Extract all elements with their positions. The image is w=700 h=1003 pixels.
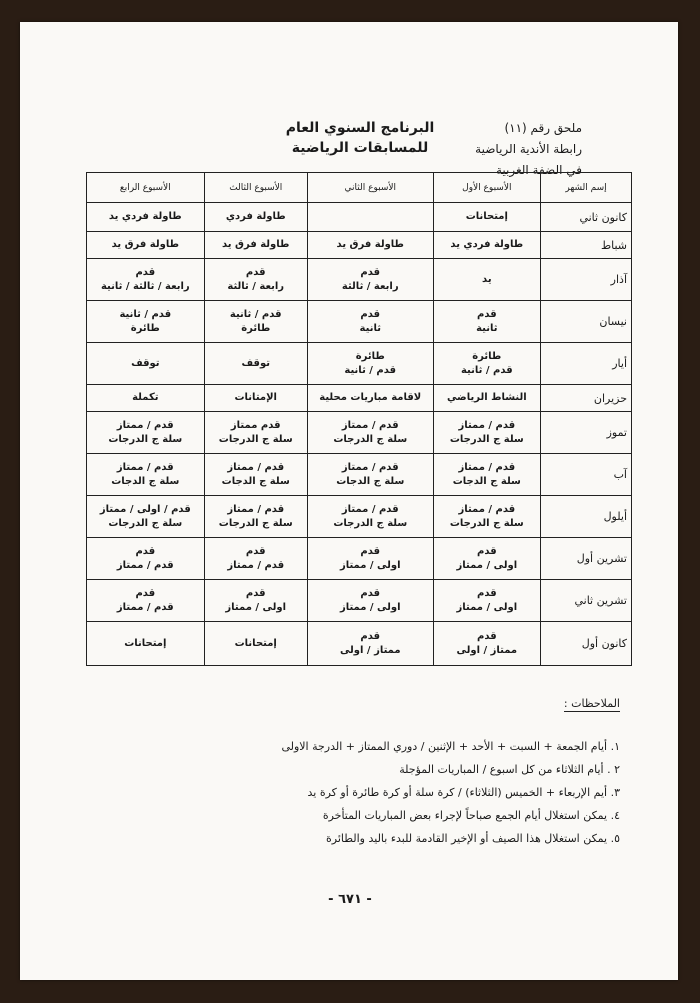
week-1-cell: قدم اولى / ممتاز	[433, 538, 540, 580]
header-week-2: الأسبوع الثاني	[307, 173, 433, 203]
month-cell: نيسان	[541, 301, 632, 343]
table-row	[87, 412, 632, 454]
table-row	[87, 454, 632, 496]
week-2-cell: قدم / ممتاز سلة ج الدجات	[307, 454, 433, 496]
table-row	[87, 301, 632, 343]
week-4-cell: تكملة	[87, 385, 205, 412]
table-row	[87, 496, 632, 538]
table-row	[87, 580, 632, 622]
week-4-cell: قدم / اولى / ممتاز سلة ج الدرجات	[87, 496, 205, 538]
month-cell: آذار	[541, 259, 632, 301]
month-cell: تموز	[541, 412, 632, 454]
table-row	[87, 203, 632, 232]
week-4-cell: قدم / ثانية طائرة	[87, 301, 205, 343]
notes-title: الملاحظات :	[563, 697, 620, 710]
week-2-cell: قدم / ممتاز سلة ج الدرجات	[307, 412, 433, 454]
month-cell: تشرين أول	[541, 538, 632, 580]
week-2-cell: لاقامة مباريات محلية	[307, 385, 433, 412]
week-3-cell: طاولة فرق يد	[204, 232, 307, 259]
week-2-cell: قدم ممتاز / اولى	[307, 622, 433, 666]
page-number: - ٦٧١ -	[328, 892, 372, 907]
week-2-cell: طائرة قدم / ثانية	[307, 343, 433, 385]
week-3-cell: قدم / ثانية طائرة	[204, 301, 307, 343]
table-row	[87, 622, 632, 666]
week-2-cell: طاولة فرق يد	[307, 232, 433, 259]
table-row	[87, 343, 632, 385]
week-4-cell: قدم قدم / ممتاز	[87, 580, 205, 622]
month-cell: أيلول	[541, 496, 632, 538]
week-2-cell: قدم ثانية	[307, 301, 433, 343]
title-line-1: البرنامج السنوي العام	[285, 120, 435, 136]
region-name: في الضفة الغربية	[495, 163, 582, 177]
week-3-cell: قدم رابعة / ثالثة	[204, 259, 307, 301]
week-1-cell: قدم ثانية	[433, 301, 540, 343]
list-item: ١. أيام الجمعة + السبت + الأحد + الإثنين / دوري الممتاز + الدرجة الاولى	[281, 740, 620, 753]
week-3-cell: قدم اولى / ممتاز	[204, 580, 307, 622]
table-row	[87, 232, 632, 259]
month-cell: كانون أول	[541, 622, 632, 666]
header-week-4: الأسبوع الرابع	[87, 173, 205, 203]
week-2-cell	[307, 203, 433, 232]
week-1-cell: قدم / ممتاز سلة ج الدرجات	[433, 496, 540, 538]
week-4-cell: طاولة فردي يد	[87, 203, 205, 232]
week-2-cell: قدم رابعة / ثالثة	[307, 259, 433, 301]
annex-number: ملحق رقم (١١)	[504, 121, 582, 135]
list-item: ٤. يمكن استغلال أيام الجمع صباحاً لإجراء بعض المباريات المتأخرة	[322, 809, 620, 822]
week-1-cell: النشاط الرياضي	[433, 385, 540, 412]
header-month: إسم الشهر	[541, 173, 632, 203]
document-page	[20, 22, 678, 980]
month-cell: حزيران	[541, 385, 632, 412]
week-1-cell: إمتحانات	[433, 203, 540, 232]
week-2-cell: قدم / ممتاز سلة ج الدرجات	[307, 496, 433, 538]
week-1-cell: طائرة قدم / ثانية	[433, 343, 540, 385]
week-3-cell: قدم ممتاز سلة ج الدرجات	[204, 412, 307, 454]
week-3-cell: قدم قدم / ممتاز	[204, 538, 307, 580]
list-item: ٥. يمكن استغلال هذا الصيف أو الإخير القادمة للبدء باليد والطائرة	[326, 832, 620, 845]
month-cell: كانون ثاني	[541, 203, 632, 232]
week-3-cell: توقف	[204, 343, 307, 385]
week-3-cell: إمتحانات	[204, 622, 307, 666]
document-title	[260, 118, 460, 158]
week-4-cell: إمتحانات	[87, 622, 205, 666]
week-1-cell: قدم اولى / ممتاز	[433, 580, 540, 622]
week-3-cell: الإمتانات	[204, 385, 307, 412]
table-row	[87, 259, 632, 301]
week-4-cell: توقف	[87, 343, 205, 385]
week-3-cell: طاولة فردي	[204, 203, 307, 232]
week-2-cell: قدم اولى / ممتاز	[307, 580, 433, 622]
week-1-cell: قدم / ممتاز سلة ج الدجات	[433, 454, 540, 496]
title-line-2: للمسابقات الرياضية	[291, 140, 429, 156]
list-item: ٢ . أيام الثلاثاء من كل اسبوع / المباريات المؤجلة	[399, 763, 620, 776]
week-3-cell: قدم / ممتاز سلة ج الدجات	[204, 454, 307, 496]
week-4-cell: قدم قدم / ممتاز	[87, 538, 205, 580]
month-cell: شباط	[541, 232, 632, 259]
week-1-cell: يد	[433, 259, 540, 301]
list-item: ٣. أيم الإربعاء + الخميس (الثلاثاء) / كرة سلة أو كرة طائرة أو كرة يد	[307, 786, 620, 799]
league-name: رابطة الأندية الرياضية	[475, 142, 582, 156]
month-cell: تشرين ثاني	[541, 580, 632, 622]
header-week-1: الأسبوع الأول	[433, 173, 540, 203]
week-4-cell: طاولة فرق يد	[87, 232, 205, 259]
week-3-cell: قدم / ممتاز سلة ج الدرجات	[204, 496, 307, 538]
week-4-cell: قدم / ممتاز سلة ج الدجات	[87, 454, 205, 496]
week-2-cell: قدم اولى / ممتاز	[307, 538, 433, 580]
week-4-cell: قدم / ممتاز سلة ج الدرجات	[87, 412, 205, 454]
week-1-cell: قدم / ممتاز سلة ج الدرجات	[433, 412, 540, 454]
week-4-cell: قدم رابعة / ثالثة / ثانية	[87, 259, 205, 301]
header-week-3: الأسبوع الثالث	[204, 173, 307, 203]
notes-list	[200, 735, 620, 850]
week-1-cell: قدم ممتاز / اولى	[433, 622, 540, 666]
table-header-row	[87, 173, 632, 203]
month-cell: آب	[541, 454, 632, 496]
month-cell: أيار	[541, 343, 632, 385]
table-row	[87, 538, 632, 580]
table-row	[87, 385, 632, 412]
week-1-cell: طاولة فردي يد	[433, 232, 540, 259]
schedule-table	[86, 172, 632, 666]
